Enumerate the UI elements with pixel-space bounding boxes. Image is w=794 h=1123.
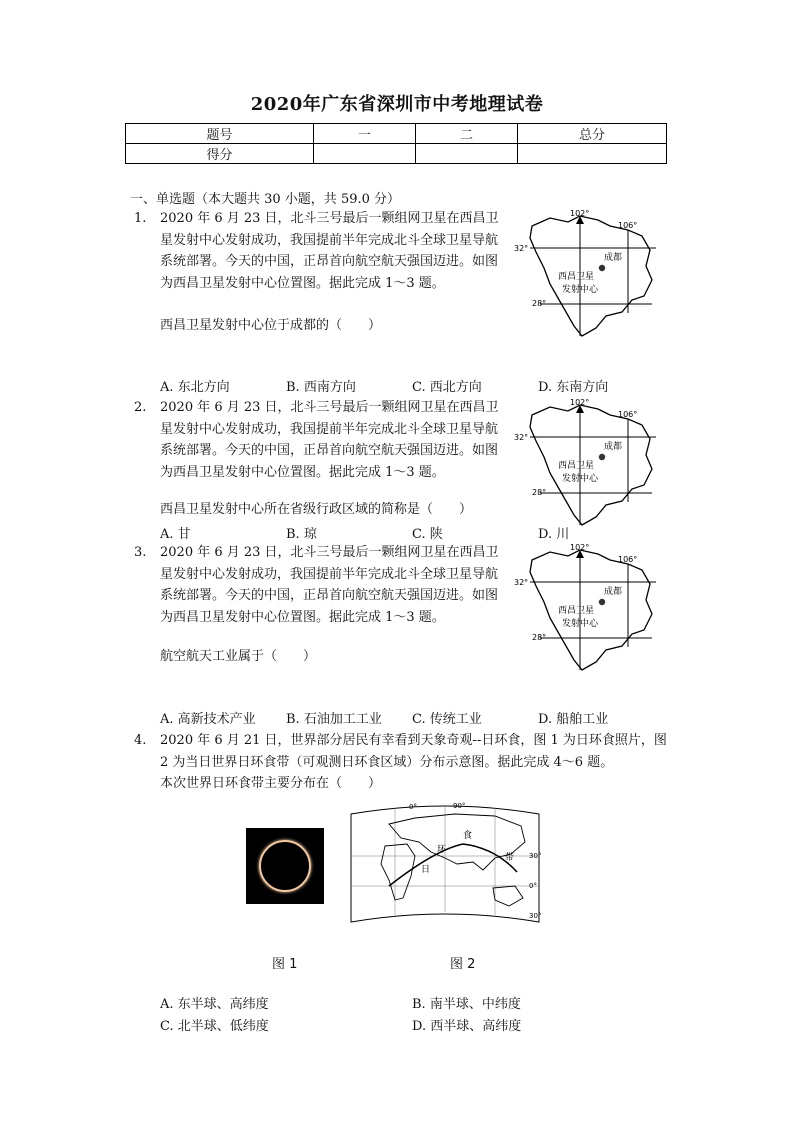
question-ask: 西昌卫星发射中心所在省级行政区域的简称是（ ） bbox=[160, 502, 473, 517]
site-label: 西昌卫星 bbox=[558, 606, 595, 616]
sichuan-map-svg bbox=[510, 208, 660, 338]
option[interactable]: D. 西半球、高纬度 bbox=[412, 1019, 522, 1034]
lon-label: 102° bbox=[570, 543, 590, 552]
lat-label: 32° bbox=[514, 244, 529, 253]
lat-label: 28° bbox=[532, 299, 547, 308]
site-label: 西昌卫星 bbox=[558, 461, 595, 471]
world-lon-label: 90° bbox=[453, 802, 466, 810]
lon-label: 106° bbox=[618, 410, 638, 419]
score-table bbox=[125, 123, 667, 164]
option[interactable]: A. 东北方向 bbox=[160, 380, 230, 395]
chengdu-dot bbox=[599, 454, 605, 460]
option[interactable]: B. 琼 bbox=[286, 527, 317, 542]
lat-label: 28° bbox=[532, 633, 547, 642]
sichuan-map-svg bbox=[510, 542, 660, 672]
option[interactable]: D. 川 bbox=[538, 527, 570, 542]
world-map-svg bbox=[345, 800, 545, 926]
annular-eclipse-photo bbox=[246, 828, 324, 904]
option[interactable]: D. 东南方向 bbox=[538, 380, 609, 395]
city-label: 成都 bbox=[604, 587, 623, 597]
question-number: 3. bbox=[134, 545, 147, 560]
page-title: 2020年广东省深圳市中考地理试卷 bbox=[250, 94, 544, 115]
option[interactable]: C. 北半球、低纬度 bbox=[160, 1019, 269, 1034]
band-label: 日 bbox=[421, 865, 431, 875]
question-stem: 2020 年 6 月 23 日，北斗三号最后一颗组网卫星在西昌卫星发射中心发射成功，我国提前半年完成北斗全球卫星导航系统部署。今天的中国，正昂首向航空航天强国迈进。如图为西昌卫星发射中心位置图。据此完成 1～3 题。 bbox=[160, 545, 499, 625]
xichang-location-map bbox=[510, 542, 660, 672]
world-eclipse-map bbox=[345, 800, 545, 926]
option[interactable]: B. 南半球、中纬度 bbox=[412, 997, 521, 1012]
question-ask: 本次世界日环食带主要分布在（ ） bbox=[160, 776, 382, 791]
option[interactable]: C. 陕 bbox=[412, 527, 443, 542]
chengdu-dot bbox=[599, 265, 605, 271]
lon-label: 102° bbox=[570, 209, 590, 218]
option[interactable]: C. 传统工业 bbox=[412, 712, 482, 727]
world-lon-label: 0° bbox=[409, 803, 417, 811]
option[interactable]: B. 西南方向 bbox=[286, 380, 356, 395]
question-ask: 航空航天工业属于（ ） bbox=[160, 649, 317, 664]
city-label: 成都 bbox=[604, 253, 623, 263]
score-header: 题号 bbox=[126, 124, 314, 144]
option[interactable]: A. 东半球、高纬度 bbox=[160, 997, 269, 1012]
score-header: 一 bbox=[314, 124, 416, 144]
lon-label: 106° bbox=[618, 221, 638, 230]
section-heading: 一、单选题（本大题共 30 小题，共 59.0 分） bbox=[130, 192, 401, 207]
city-label: 成都 bbox=[604, 442, 623, 452]
figure-caption: 图 1 bbox=[272, 957, 298, 972]
world-lat-label: 30° bbox=[529, 852, 542, 860]
score-cell[interactable] bbox=[314, 144, 416, 164]
score-header: 总分 bbox=[518, 124, 667, 144]
option[interactable]: C. 西北方向 bbox=[412, 380, 482, 395]
question-stem: 2020 年 6 月 23 日，北斗三号最后一颗组网卫星在西昌卫星发射中心发射成功，我国提前半年完成北斗全球卫星导航系统部署。今天的中国，正昂首向航空航天强国迈进。如图为西昌卫星发射中心位置图。据此完成 1～3 题。 bbox=[160, 400, 499, 480]
question-ask: 西昌卫星发射中心位于成都的（ ） bbox=[160, 318, 382, 333]
xichang-location-map bbox=[510, 208, 660, 338]
band-label: 带 bbox=[505, 853, 515, 863]
lat-label: 28° bbox=[532, 488, 547, 497]
option[interactable]: A. 甘 bbox=[160, 527, 191, 542]
question-stem: 2020 年 6 月 23 日，北斗三号最后一颗组网卫星在西昌卫星发射中心发射成功，我国提前半年完成北斗全球卫星导航系统部署。今天的中国，正昂首向航空航天强国迈进。如图为西昌卫星发射中心位置图。据此完成 1～3 题。 bbox=[160, 211, 499, 291]
question-stem: 2020 年 6 月 21 日，世界部分居民有幸看到天象奇观--日环食，图 1 为日环食照片，图 2 为当日世界日环食带（可观测日环食区域）分布示意图。据此完成 4～6 题。 bbox=[160, 733, 667, 770]
question-number: 1. bbox=[134, 211, 147, 226]
lon-label: 102° bbox=[570, 398, 590, 407]
figure-caption: 图 2 bbox=[450, 957, 476, 972]
eclipse-ring bbox=[259, 840, 311, 892]
site-label: 发射中心 bbox=[562, 474, 599, 484]
option[interactable]: A. 高新技术产业 bbox=[160, 712, 256, 727]
score-cell[interactable] bbox=[518, 144, 667, 164]
site-label: 发射中心 bbox=[562, 619, 599, 629]
world-lat-label: 30° bbox=[529, 912, 542, 920]
question-number: 2. bbox=[134, 400, 147, 415]
lon-label: 106° bbox=[618, 555, 638, 564]
lat-label: 32° bbox=[514, 578, 529, 587]
score-header: 二 bbox=[416, 124, 518, 144]
band-label: 食 bbox=[463, 831, 473, 841]
question-number: 4. bbox=[134, 733, 147, 748]
score-row-label: 得分 bbox=[126, 144, 314, 164]
site-label: 发射中心 bbox=[562, 285, 599, 295]
sichuan-map-svg bbox=[510, 397, 660, 527]
band-label: 环 bbox=[437, 845, 447, 855]
score-cell[interactable] bbox=[416, 144, 518, 164]
option[interactable]: B. 石油加工工业 bbox=[286, 712, 382, 727]
site-label: 西昌卫星 bbox=[558, 272, 595, 282]
xichang-location-map bbox=[510, 397, 660, 527]
lat-label: 32° bbox=[514, 433, 529, 442]
chengdu-dot bbox=[599, 599, 605, 605]
option[interactable]: D. 船舶工业 bbox=[538, 712, 609, 727]
world-lat-label: 0° bbox=[529, 882, 537, 890]
